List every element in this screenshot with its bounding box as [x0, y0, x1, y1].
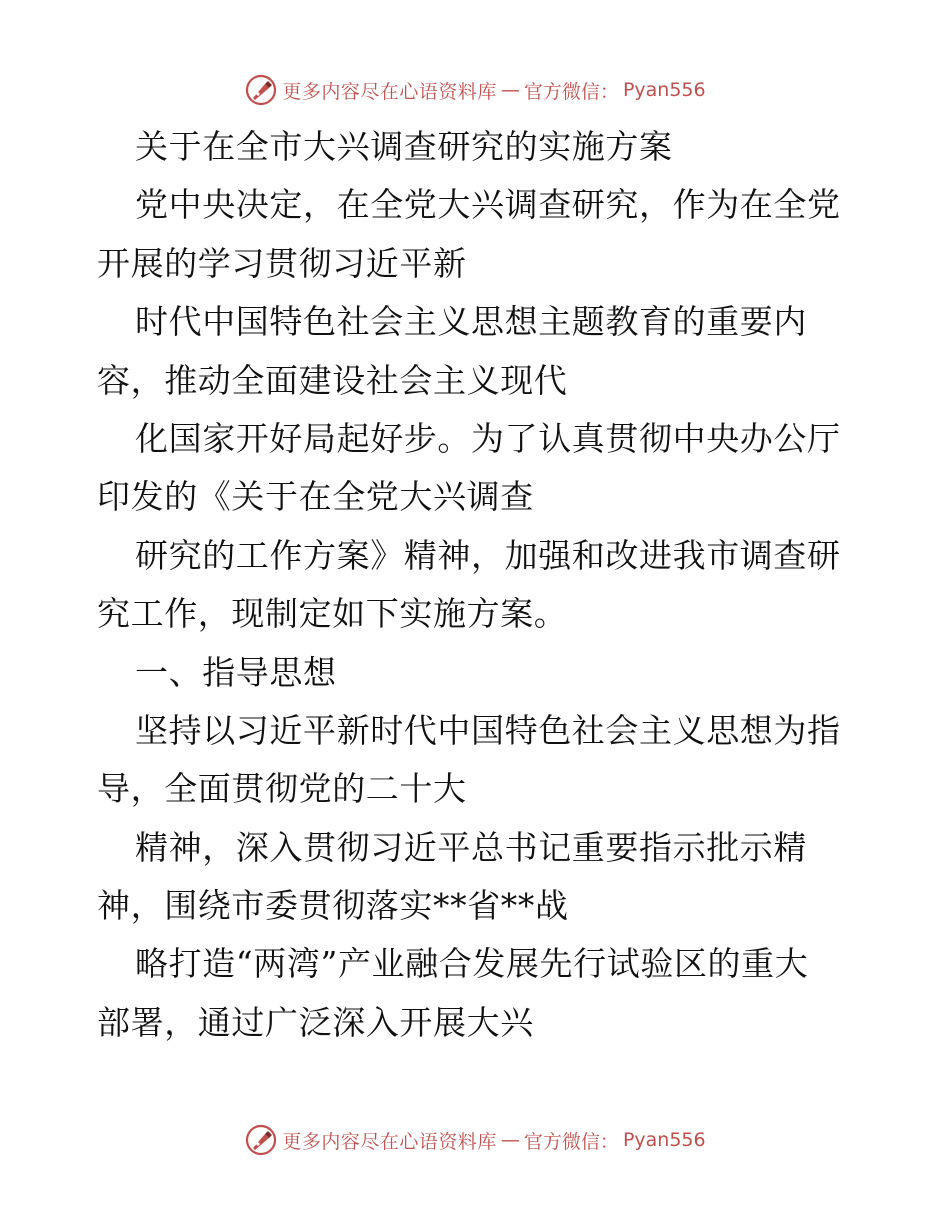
document-body: [97, 118, 857, 1052]
pen-nib-logo-icon: [244, 73, 278, 107]
banner-contact-label: 官方微信：: [523, 1130, 619, 1153]
header-banner: [0, 70, 950, 110]
banner-slogan: 更多内容尽在心语资料库: [282, 1130, 497, 1153]
document-line: 容，推动全面建设社会主义现代: [97, 360, 568, 400]
document-line: 关于在全市大兴调查研究的实施方案: [135, 127, 673, 166]
document-line: 精神，深入贯彻习近平总书记重要指示批示精: [135, 827, 807, 867]
banner-separator: —: [500, 1129, 520, 1151]
document-line: 印发的《关于在全党大兴调查: [97, 477, 534, 517]
document-line: 党中央决定，在全党大兴调查研究，作为在全党: [135, 185, 841, 225]
banner-slogan: 更多内容尽在心语资料库: [282, 80, 497, 103]
banner-contact-label: 官方微信：: [523, 80, 619, 103]
document-line: 坚持以习近平新时代中国特色社会主义思想为指: [135, 710, 841, 750]
document-line: 部署，通过广泛深入开展大兴: [97, 1002, 534, 1042]
document-line: 研究的工作方案》精神，加强和改进我市调查研: [135, 535, 841, 575]
banner-separator: —: [500, 79, 520, 101]
document-line: 导，全面贯彻党的二十大: [97, 769, 467, 809]
document-line: 一、指导思想: [135, 652, 337, 692]
document-line: 开展的学习贯彻习近平新: [97, 243, 467, 283]
footer-banner: [0, 1120, 950, 1160]
document-line: 化国家开好局起好步。为了认真贯彻中央办公厅: [135, 418, 841, 458]
banner-contact-id: Pyan556: [622, 79, 706, 101]
document-line: 时代中国特色社会主义思想主题教育的重要内: [135, 302, 807, 342]
pen-nib-logo-icon: [244, 1123, 278, 1157]
document-line: 神，围绕市委贯彻落实**省**战: [97, 886, 569, 926]
document-line: 略打造“两湾”产业融合发展先行试验区的重大: [135, 944, 809, 984]
document-line: 究工作，现制定如下实施方案。: [97, 594, 568, 634]
banner-contact-id: Pyan556: [622, 1129, 706, 1151]
